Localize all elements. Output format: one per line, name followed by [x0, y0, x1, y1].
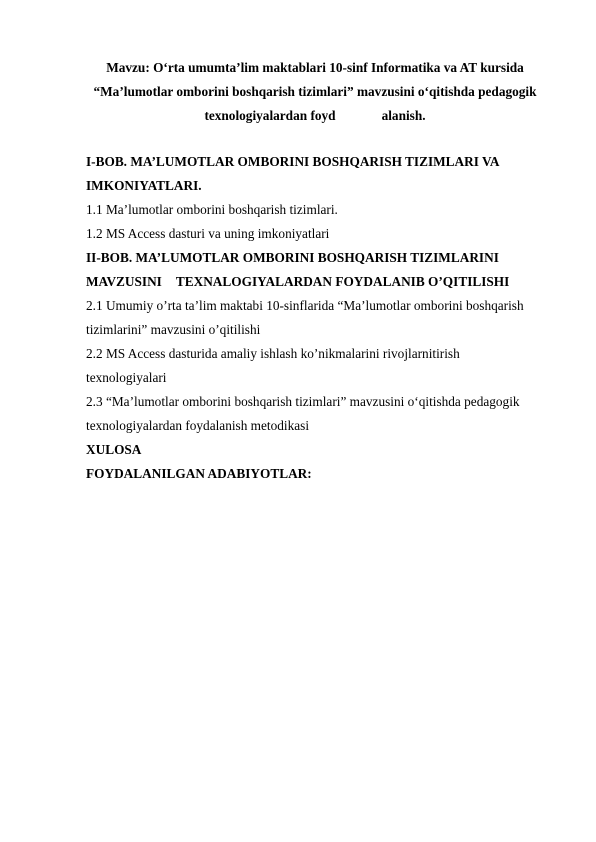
title-line-3 [70, 104, 560, 128]
section-2-1-line-2: tizimlarini” mavzusini o’qitilishi [86, 322, 261, 337]
section-2-2-line-1: 2.2 MS Access dasturida amaliy ishlash ko’nikmalarini rivojlarnitirish [86, 346, 460, 361]
chapter-1-heading-line-2: IMKONIYATLARI. [86, 178, 202, 193]
section-2-2-line-2: texnologiyalari [86, 370, 167, 385]
title-line-3-part-2: alanish. [381, 108, 426, 123]
chapter-2-heading-line-2 [86, 270, 556, 294]
title-line-1: Mavzu: O‘rta umumta’lim maktablari 10-sinf Informatika va AT kursida [106, 60, 524, 75]
table-of-contents [86, 150, 556, 486]
title-line-3-part-1: texnologiyalardan foyd [204, 108, 336, 123]
section-2-3-line-2: texnologiyalardan foydalanish metodikasi [86, 418, 310, 433]
section-2-3-line-1: 2.3 “Ma’lumotlar omborini boshqarish tizimlari” mavzusini o‘qitishda pedagogik [86, 394, 520, 409]
document-title [70, 56, 560, 128]
section-2-1-line-1: 2.1 Umumiy o’rta ta’lim maktabi 10-sinflarida “Ma’lumotlar omborini boshqarish [86, 298, 524, 313]
chapter-2-heading-line-1: II-BOB. MA’LUMOTLAR OMBORINI BOSHQARISH TIZIMLARINI [86, 250, 499, 265]
chapter-2-heading-line-2-part-1: MAVZUSINI [86, 274, 162, 289]
chapter-1-heading-line-1: I-BOB. MA’LUMOTLAR OMBORINI BOSHQARISH TIZIMLARI VA [86, 154, 500, 169]
section-1-2: 1.2 MS Access dasturi va uning imkoniyatlari [86, 226, 330, 241]
title-line-2: “Ma’lumotlar omborini boshqarish tizimlari” mavzusini o‘qitishda pedagogik [93, 84, 537, 99]
conclusion-heading: XULOSA [86, 442, 142, 457]
chapter-2-heading-line-2-part-2: TEXNALOGIYALARDAN FOYDALANIB O’QITILISHI [175, 274, 510, 289]
section-1-1: 1.1 Ma’lumotlar omborini boshqarish tizimlari. [86, 202, 338, 217]
references-heading: FOYDALANILGAN ADABIYOTLAR: [86, 466, 312, 481]
